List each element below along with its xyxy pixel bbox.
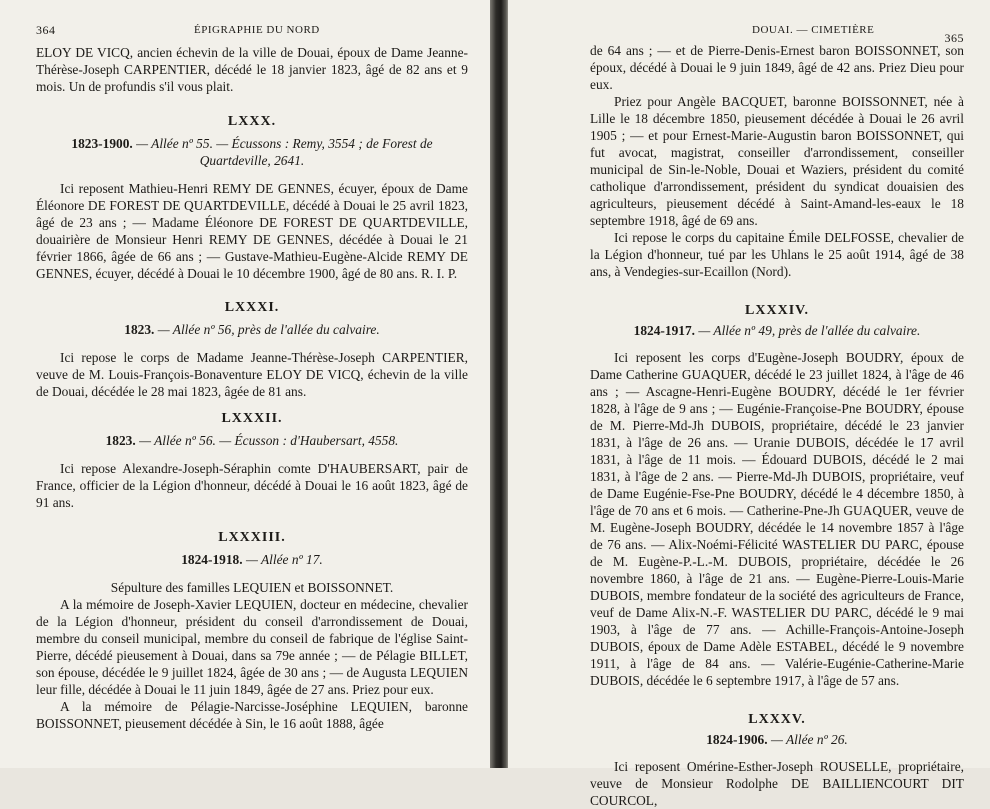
section-years: 1823-1900. [71, 136, 133, 151]
section-paragraph: Ici reposent Omérine-Esther-Joseph ROUSELLE, propriétaire, veuve de Monsieur Rodolphe DE BAILLIENCOURT DIT COURCOL, [590, 759, 964, 808]
section-header-lxxxiii [36, 551, 468, 568]
continuation-paragraph: Priez pour Angèle BACQUET, baronne BOISSONNET, née à Lille le 18 décembre 1850, pieusement décédée à Douai le 26 avril 1905 ; — et pour Ernest-Marie-Augustin baron BOISSONNET, qui fut avocat, magistrat, conseiller d'arrondissement, conseiller municipal de Sin-le-Noble, Douai et Waziers, président du comité catholique d'arrondissement, président du syndicat douaisien des agriculteurs, pieusement décédé à Saint-Amand-les-eaux le 18 septembre 1918, âgé de 69 ans. [590, 94, 964, 228]
section-header-lxxxiv [590, 322, 964, 339]
section-numeral-lxxxiii: LXXXIII. [218, 530, 286, 545]
section-location: — Allée nº 56. — Écusson : d'Haubersart, 4558. [139, 433, 399, 448]
section-location: — Allée nº 56, près de l'allée du calvaire. [157, 322, 380, 337]
left-running-title: ÉPIGRAPHIE DU NORD [194, 24, 320, 36]
section-paragraph: Ici repose Alexandre-Joseph-Séraphin comte D'HAUBERSART, pair de France, officier de la Légion d'honneur, décédé à Douai le 16 août 1823, âgé de 91 ans. [36, 461, 468, 510]
section-numeral-lxxx: LXXX. [227, 114, 277, 129]
left-page-number: 364 [36, 23, 56, 37]
left-page [0, 0, 492, 768]
right-page [508, 0, 990, 808]
section-heading-line: Sépulture des familles LEQUIEN et BOISSONNET. [110, 580, 394, 595]
section-years: 1824-1917. [633, 323, 696, 338]
section-paragraph: Ici reposent Mathieu-Henri REMY DE GENNES, écuyer, époux de Dame Éléonore DE FOREST DE QUARTDEVILLE, décédé à Douai le 25 avril 1823, âgé de 23 ans ; — Madame Éléonore DE FOREST DE QUARTDEVILLE, douairière de Monsieur Henri REMY DE GENNES, décédée à Douai le 21 février 1866, âgée de 66 ans ; — Gustave-Mathieu-Eugène-Alcide REMY DE GENNES, écuyer, décédé à Douai le 10 décembre 1900, âgé de 80 ans. R. I. P. [36, 181, 468, 281]
continuation-paragraph: Ici repose le corps du capitaine Émile DELFOSSE, chevalier de la Légion d'honneur, tué par les Uhlans le 25 août 1914, âgé de 38 ans, à Vendegies-sur-Ecaillon (Nord). [590, 230, 964, 279]
section-header-lxxx [36, 135, 468, 169]
section-header-lxxxv [590, 731, 964, 748]
left-running-head [36, 22, 468, 42]
section-paragraph: Ici repose le corps de Madame Jeanne-Thérèse-Joseph CARPENTIER, veuve de M. Louis-François-Bonaventure ELOY DE VICQ, échevin de la ville de Douai, décédée le 28 mai 1823, âgée de 81 ans. [36, 350, 468, 399]
section-location: — Allée nº 55. — Écussons : Remy, 3554 ; de Forest de Quartdeville, 2641. [136, 136, 433, 168]
section-years: 1823. [124, 322, 155, 337]
continuation-paragraph: de 64 ans ; — et de Pierre-Denis-Ernest baron BOISSONNET, son époux, décédé à Douai le 9 juin 1849, âgé de 42 ans. Priez Dieu pour eux. [590, 43, 964, 92]
left-intro-paragraph: ELOY DE VICQ, ancien échevin de la ville de Douai, époux de Dame Jeanne-Thérèse-Joseph CARPENTIER, décédé le 18 janvier 1823, âgé de 82 ans et 9 mois. Un de profundis s'il vous plait. [36, 45, 468, 94]
section-numeral-lxxxv: LXXXV. [748, 712, 806, 727]
section-numeral-lxxxi: LXXXI. [224, 300, 280, 315]
section-location: — Allée nº 49, près de l'allée du calvaire. [698, 323, 921, 338]
section-paragraph: A la mémoire de Joseph-Xavier LEQUIEN, docteur en médecine, chevalier de la Légion d'honneur, président du conseil d'arrondissement de Douai, membre du conseil municipal, membre du conseil de fabrique de l'église Saint-Pierre, décédé pieusement à Douai, dans sa 79e année ; — de Pélagie BILLET, son épouse, décédée le 9 juillet 1824, âgée de 30 ans ; — de Augusta LEQUIEN leur fille, décédée à Douai le 11 juin 1849, âgée de 27 ans. Priez pour eux. [36, 597, 468, 697]
section-location: — Allée nº 17. [245, 552, 323, 567]
section-location: — Allée nº 26. [770, 732, 848, 747]
section-years: 1824-1918. [181, 552, 243, 567]
section-paragraph: A la mémoire de Pélagie-Narcisse-Joséphine LEQUIEN, baronne BOISSONNET, pieusement décédée à Sin, le 16 août 1888, âgée [36, 699, 468, 731]
right-page-number: 365 [944, 31, 964, 45]
right-running-title: DOUAI. — CIMETIÈRE [752, 24, 875, 36]
section-header-lxxxii [36, 432, 468, 449]
section-numeral-lxxxii: LXXXII. [221, 411, 283, 426]
section-years: 1823. [105, 433, 136, 448]
section-numeral-lxxxiv: LXXXIV. [745, 303, 809, 318]
book-gutter [490, 0, 510, 768]
section-paragraph: Ici reposent les corps d'Eugène-Joseph BOUDRY, époux de Dame Catherine GUAQUER, décédé le 23 juillet 1824, à l'âge de 46 ans ; — Ascagne-Henri-Eugène BOUDRY, décédé le 1er février 1828, à l'âge de 9 ans ; — Eugénie-Françoise-Pne BOUDRY, épouse de M. Pierre-Md-Jh DUBOIS, propriétaire, décédé le 23 janvier 1831, à l'âge de 26 ans. — Uranie DUBOIS, décédée le 17 avril 1831, à l'âge de 11 mois. — Édouard DUBOIS, décédé le 2 mai 1831, à l'âge de 2 ans. — Pierre-Md-Jh DUBOIS, propriétaire, veuf de Dame Eugénie-Fse-Pne BOUDRY, décédé le 4 décembre 1850, à l'âge de 70 ans et 6 mois. — Catherine-Pne-Jh GUAQUER, veuve de M. Eugène-Joseph BOUDRY, décédée le 14 novembre 1857 à l'âge de 76 ans. — Alix-Noémi-Félicité WASTELIER DU PARC, épouse de M. Eugène-P.-L.-M. DUBOIS, propriétaire, décédée le 26 novembre 1860, à l'âge de 21 ans. — Eugène-Pierre-Louis-Marie DUBOIS, membre fondateur de la société des agriculteurs de France, veuf de Dame Alix-N.-F. WASTELIER DU PARC, décédé le 9 mai 1903, à l'âge de 77 ans. — Achille-François-Antoine-Joseph DUBOIS, époux de Dame Adèle ESTABEL, décédé le 9 novembre 1911, à l'âge de 84 ans. — Valérie-Eugénie-Catherine-Marie DUBOIS, décédée le 6 septembre 1917, à l'âge de 57 ans. [590, 350, 964, 688]
right-running-head [590, 22, 964, 45]
section-header-lxxxi [36, 321, 468, 338]
section-years: 1824-1906. [706, 732, 768, 747]
